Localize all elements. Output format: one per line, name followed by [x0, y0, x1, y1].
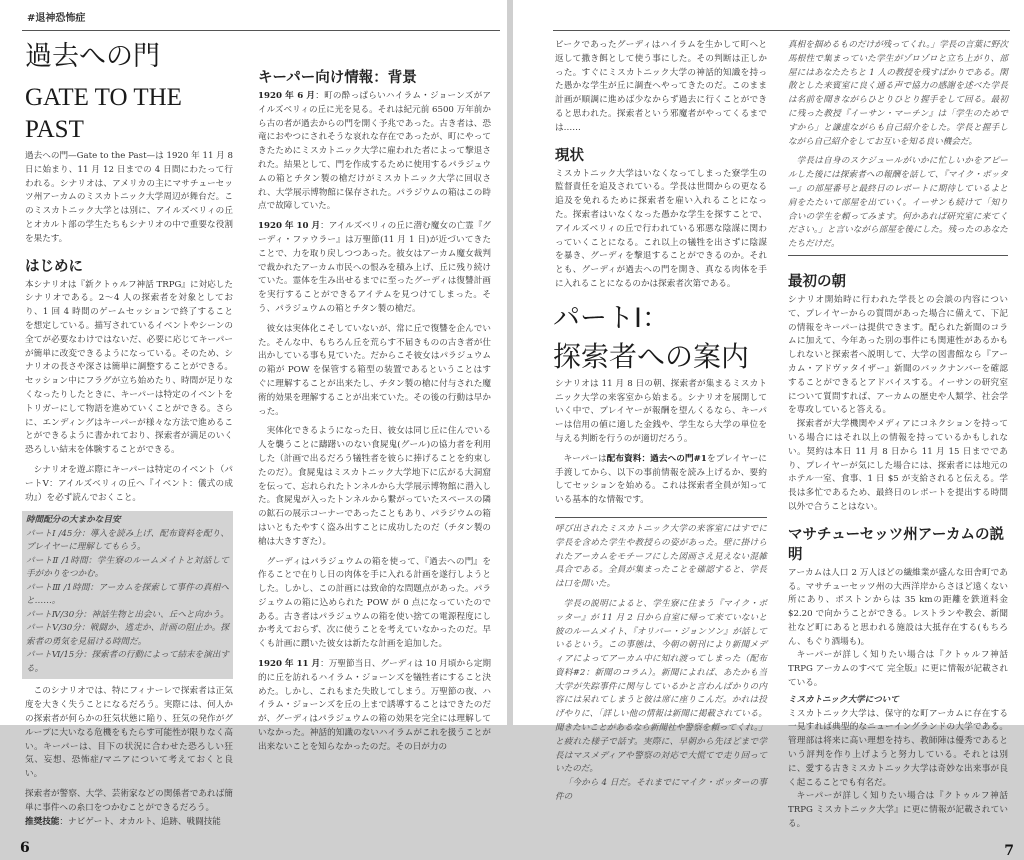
paragraph: ミスカトニック大学は、保守的な町アーカムに存在する一見すれば典型的なニューイングランドの大学である。管理部は将来に高い理想を持ち、教師陣は優秀であるという評判を作り上げようと努力している。それとは別に、愛する古きミスカトニック大学は奇妙な出来事が良く起こることでも有名だ。: [788, 708, 1008, 788]
box-title: 時間配分の大まかな目安: [26, 515, 121, 526]
background-continued: ピークであったグーディはハイラムを生かして町へと返して撒き餌として使う事にした。その判断は正しかった。すぐにミスカトニック大学の神話的知識を持った愚かな学生が丘に調査へやってきたのだ。このまま計画が順調に進めば少なからず過去に行くことができると思われた。探索者という邪魔者がやってくるまでは……: [555, 40, 767, 133]
left-column-1: [20, 40, 233, 857]
timeline-text: ：アイルズベリィの丘に潜む魔女の亡霊『グーディ・ファウラー』は万聖節(11 月 1 日)が近づいてきたことで、力を取り戻しつつあった。彼女はアーカム魔女裁判で裁かれたアーカム市民への恨みを積み上げ、丘に残り続けていた。霊体を生み出せるまでに至ったグーディは復讐計画を実行することができるアイテムを見つけてしまった。そう、パラジュウムの箱とチタン製の槍だ。: [258, 221, 491, 314]
paragraph: 学長の説明によると、学生寮に住まう『マイク・ポッター』が 11 月 2 日から自室に帰って来ていないと彼のルームメイト、『オリバー・ジョンソン』が話しているという。この事態は、今朝の朝刊により新聞メディアによってアーカム中に知れ渡ってしまった（配布資料#2：新聞のコラム）。新聞によれば、あたかも当大学が失踪事件に関与しているかと言わんばかりの内容には呆れてしまうと彼は席に座りこんだ。かれは投げやりに、「詳しい他の情報は新聞に掲載されている。聞きたいことがあるなら新聞社や警察を頼ってくれ。」と疲れた様子で話す。実際に、早朝から先ほどまで学長はマスメディアや警察の対応で大慌てで走り回っていたのだ。: [555, 598, 767, 775]
timeline-text: ：町の酔っぱらいハイラム・ジョーンズがアイルズベリィの丘に光を見る。それは紀元前 6500 万年前から古の者が過去からの門を開く予兆であった。古き者は、恐竜におやつにされそうな哀れな存在であったが、町にやってきたためにミスカトニック大学に雇われた者によって撃退された。結果として、門を作成するために使用するパラジュウムの箱とチタン製の槍だけがミスカトニック大学に回収され、大学展示博物館に保存された。パラジウムの箱はこの時点で故障していた。: [258, 91, 491, 212]
timeline-date: 1920 年 10 月: [258, 221, 321, 232]
title-en: GATE TO THE PAST: [25, 84, 182, 143]
read-aloud-text: [555, 523, 767, 811]
time-allocation-box: [22, 511, 233, 679]
part-title-line2: 探索者への案内: [553, 339, 750, 373]
page-number: 7: [1004, 842, 1014, 859]
right-column-2: [788, 39, 1014, 860]
paragraph: シナリオは 11 月 8 日の朝、探索者が集まるミスカトニック大学の来客室から始まる。シナリオを展開していく中で、プレイヤーが報酬を望んくるなら、キーパーは信用の値に適した金銭や、学生なら大学の単位を与える判断を行うのが適切だろう。: [555, 378, 767, 444]
paragraph: 彼女は実体化こそしていないが、常に丘で復讐を企んでいた。そんな中、もちろん丘を荒らす不届きものの古き者が仕出かしている事も見ていた。だからこそ彼女はパラジュウムの箱が POW を保管する箱型の装置であるということはすぐに理解することが出来たし、チタン製の槍に付与された魔術的効果を理解することが出来ていた。その後の行動は早かった。: [258, 323, 491, 417]
skills-text: ：ナビゲート、オカルト、追跡、戦闘技能: [59, 816, 221, 827]
timeline-date: 1920 年 11 月: [258, 659, 321, 670]
read-aloud-text-continued: [788, 39, 1008, 252]
left-column-2: [258, 64, 491, 761]
paragraph: 真相を掴めるものだけが残ってくれ。」学長の言葉に野次馬根性で集まっていた学生がゾロゾロと立ち上がり、部屋にはあなたたちと 1 人の教授を残すばかりである。閑散とした来賓室に良く通る声で協力の感謝を述べた学長は名前を聞きながらひとりひとり握手をして回る。最初に残った教授『イーサン・マーチン』は「学生のためですから」と謙虚ながらも自己紹介をした。学長と握手しながら自己紹介をしてお互いを知る良い機会だ。: [788, 40, 1008, 147]
running-head: #退神恐怖症: [27, 13, 86, 24]
right-column-1: [555, 39, 767, 811]
paragraph: 呼び出されたミスカトニック大学の来客室にはすでに学長を含めた学生や教授らの姿があった。壁に掛けられたアーカムをモチーフにした図画さえ見えない混雑具合である。全員が集まったことを確認すると、学長は口を開いた。: [555, 523, 767, 590]
handout-reference: 配布資料：過去への門#1: [606, 453, 707, 464]
section-heading-status: 現状: [555, 147, 584, 164]
subheading-miskatonic: ミスカトニック大学について: [788, 694, 899, 705]
paragraph: キーパーが詳しく知りたい場合は『クトゥルフ神話 TRPG アーカムのすべて 完全版』に更に情報が記載されている。: [788, 650, 1008, 689]
section-heading-first-morning: 最初の朝: [788, 273, 846, 290]
timeline-date: 1920 年 6 月: [258, 91, 316, 101]
paragraph: このシナリオでは、特にフィナーレで探索者は正気度を大きく失うことになるだろう。実際には、何人かの探索者が何らかの狂気状態に陥り、狂気の発作がグループに大いなる危機をもたらす可能性が限りなく高い。キーパーは、目下の状況に合わせた恐ろしい狂気、妄想、恐怖症/マニアについて考えておくと良い。: [25, 686, 233, 780]
paragraph: グーディはパラジュウムの箱を使って、『過去への門』を作ることで在りし日の肉体を手に入れる計画を遂行しようとした。しかし、この計画には致命的な問題点があった。パラジュウムの箱に込められた POW が 0 点になっていたのである。古き者はパラジュウムの箱を使い捨ての電源程度にしか考えておらず、次に使うことを考えていなかったのだ。早くも計画に躓いた彼女は新たな計画を追加した。: [258, 556, 491, 650]
box-item: パートⅡ /1時間：学生寮のルームメイトと対話して手がかりをつかむ。: [26, 555, 229, 580]
quote-rule: [555, 517, 767, 518]
timeline-entry: [258, 90, 491, 214]
title-jp: 過去への門: [25, 41, 160, 72]
paragraph: キーパーが詳しく知りたい場合は『クトゥルフ神話 TRPG ミスカトニック大学』に更に情報が記載されている。: [788, 791, 1008, 830]
left-page: [0, 0, 507, 857]
timeline-entry: [258, 220, 491, 317]
quote-rule: [788, 255, 1008, 256]
timeline-entry: [258, 658, 491, 755]
paragraph: 実体化できるようになった日、彼女は同じ丘に住んでいる人を襲うことに躊躇いのない食屍鬼(グール)の協力者を利用した（計画で出るだろう犠牲者を彼らに捧げることを約束したのだ）。食屍鬼はミスカトニック大学地下に広がる大洞窟を伝って、忘れられたトンネルから大学展示博物館に潜入した。食屍鬼が入ったトンネルから繋がっていたスペースの隣の鉱石の展示コーナーであったこともあり、パラジウムの箱はいともたやすく盗み出すことに成功したのだ（チタン製の槍は大きすぎた）。: [258, 426, 491, 547]
text: キーパーは: [563, 453, 607, 464]
box-item: パートⅤ/30分：戦闘か、逃走か、計画の阻止か。探索者の勇気を見届ける時間だ。: [26, 623, 229, 647]
text: をプレイヤーに手渡してから、以下の事前情報を読み上げるか、要約してセッションを始める。これは探索者全員が知っている基本的な情報です。: [555, 453, 767, 506]
recommended-skills: [25, 816, 233, 830]
box-item: パートⅥ/15分：探索者の行動によって結末を演出する。: [26, 650, 229, 674]
section-heading-arkham: マサチューセッツ州アーカムの説明: [788, 526, 1005, 563]
paragraph: シナリオ開始時に行われた学長との会談の内容について、プレイヤーからの質問があった場合に備えて、下記の情報をキーパーは提供できます。配られた新聞のコラムに加えて、今年あった別の事件にも関連性があるかもしれないと探索者へ説明して、大学の図書館なら『アーカム・アドヴァタイザー』新聞のバックナンバーを確認することができるとアドバイスする。イーサンの研究室について質問すれば、アーカムの歴史や人類学、社会学を専攻していると答える。: [788, 294, 1008, 416]
paragraph: アーカムは人口 2 万人ほどの繊維業が盛んな田舎町である。マサチューセッツ州の大西洋岸からさほど遠くない所にあり、ボストンからは 35 kmの距離を鉄道料金$2.20 で向かうことができる。レストランや教会、新聞社など町にあると思われる施設は大抵存在する(もちろん、もぐり酒場も)。: [788, 567, 1008, 647]
box-item: パートⅣ/30分：神話生物と出会い、丘へと向かう。: [26, 609, 229, 620]
skills-label: 推奨技能: [25, 816, 60, 827]
page-number: 6: [20, 840, 30, 857]
header-rule: [553, 30, 1010, 31]
box-item: パートⅢ /1時間：アーカムを探索して事件の真相へと……。: [26, 582, 229, 607]
paragraph: 探索者が大学機関やメディアにコネクションを持っている場合にはそれ以上の情報を持っているかもしれない。契約は本日 11 月 8 日から 11 月 15 日までであり、プレイヤーが気にした場合には、探索者には地元のホテル一室、食事、1 日 $5 が支給されると伝える。学長は多忙であるため、最終日のレポートを提出する時間以外で合うことはない。: [788, 419, 1008, 512]
paragraph: 「今から 4 日だ。それまでにマイク・ポッターの事件の: [555, 778, 767, 803]
paragraph: 学長は自身のスケジュールがいかに忙しいかをアピールした後には探索者への報酬を話して、『マイク・ポッター』の部屋番号と最終日のレポートに期待しているよと肩をたたいて部屋を出ていく。イーサンも続けて「知り合いの学生を頼ってみます。何かあれば研究室に来てください。」と言いながら部屋を後にした。残ったのあなたたちだけだ。: [788, 156, 1008, 250]
paragraph: シナリオを遊ぶ際にキーパーは特定のイベント（パートⅤ：アイルズベリィの丘へ『イベント：儀式の成功』）を必ず読んでおくこと。: [25, 464, 233, 503]
right-page: [513, 0, 1024, 859]
intro-paragraph: 過去への門—Gate to the Past—は 1920 年 11 月 8 日に始まり、11 月 12 日までの 4 日間にわたって行われる。シナリオは、アメリカの主にマサチューセッツ州アーカムのミスカトニック大学周辺が舞台だ。このミスカトニック大学とは別に、アイルズベリィの丘とオカルト部の学生たちもシナリオの中で重要な役割を果たす。: [25, 151, 233, 244]
paragraph: 探索者が警察、大学、芸術家などの関係者であれば簡単に事件への糸口をつかむことができるだろう。: [25, 788, 233, 813]
part-title-line1: パートⅠ：: [553, 302, 669, 334]
status-paragraph: ミスカトニック大学はいなくなってしまった寮学生の監督責任を追及されている。学長は世間からの更なる追及を免れるために探索者を雇い入れることになった。探索者はいなくなった愚かな学生を探すことで、アイルズベリィの丘で行われている邪悪な陰謀に関わっていくことになる。これ以上の犠牲を出さずに陰謀を暴き、グーディを撃退することができるのか。それとも、グーディが過去への門を開き、真なる肉体を手に入れることになるのかは探索者次第である。: [555, 168, 767, 289]
header-rule: [22, 30, 500, 31]
timeline-text: ：万聖節当日、グーディは 10 月頃から定期的に丘を訪れるハイラム・ジョーンズを犠牲者にすること決めた。しかし、これもまた失敗してしまう。万聖節の夜、ハイラム・ジョーンズを丘の上まで誘導することはできたのだが、グーディはパラジュウムの箱の効果を完全には理解していなかった。神話的知識のないハイラムがこれを扱うことが出来ないことを知らなかったのだ。その日が力の: [258, 659, 491, 752]
section-heading-intro: はじめに: [25, 258, 83, 275]
box-item: パートⅠ /45分：導入を読み上げ、配布資料を配り、プレイヤーに理解してもらう。: [26, 528, 229, 553]
paragraph: 本シナリオは『新クトゥルフ神話 TRPG』に対応したシナリオである。2〜4 人の探索者を対象としており、1 回 4 時間のゲームセッションで終了することを想定している。描写されているイベントやシーンの全てが必要なわけではないだ、必要に応じてキーパーが簡単に改変できるようになっている。そのため、シナリオの長さや深さは簡単に調整することができる。セッション中にフラグが立ち始めたり、時間が足りなくなったりしたときに、キーパーは特定のイベントをトリガーにして物語を進めていくことができる。さらに、エンディングはキーパーが様々な方法で進めることができるように書かれており、探索者が満足のいく恐ろしい結末を体験することができる。: [25, 279, 233, 456]
section-heading-keeper: キーパー向け情報：背景: [258, 70, 417, 86]
paragraph: [555, 453, 767, 508]
